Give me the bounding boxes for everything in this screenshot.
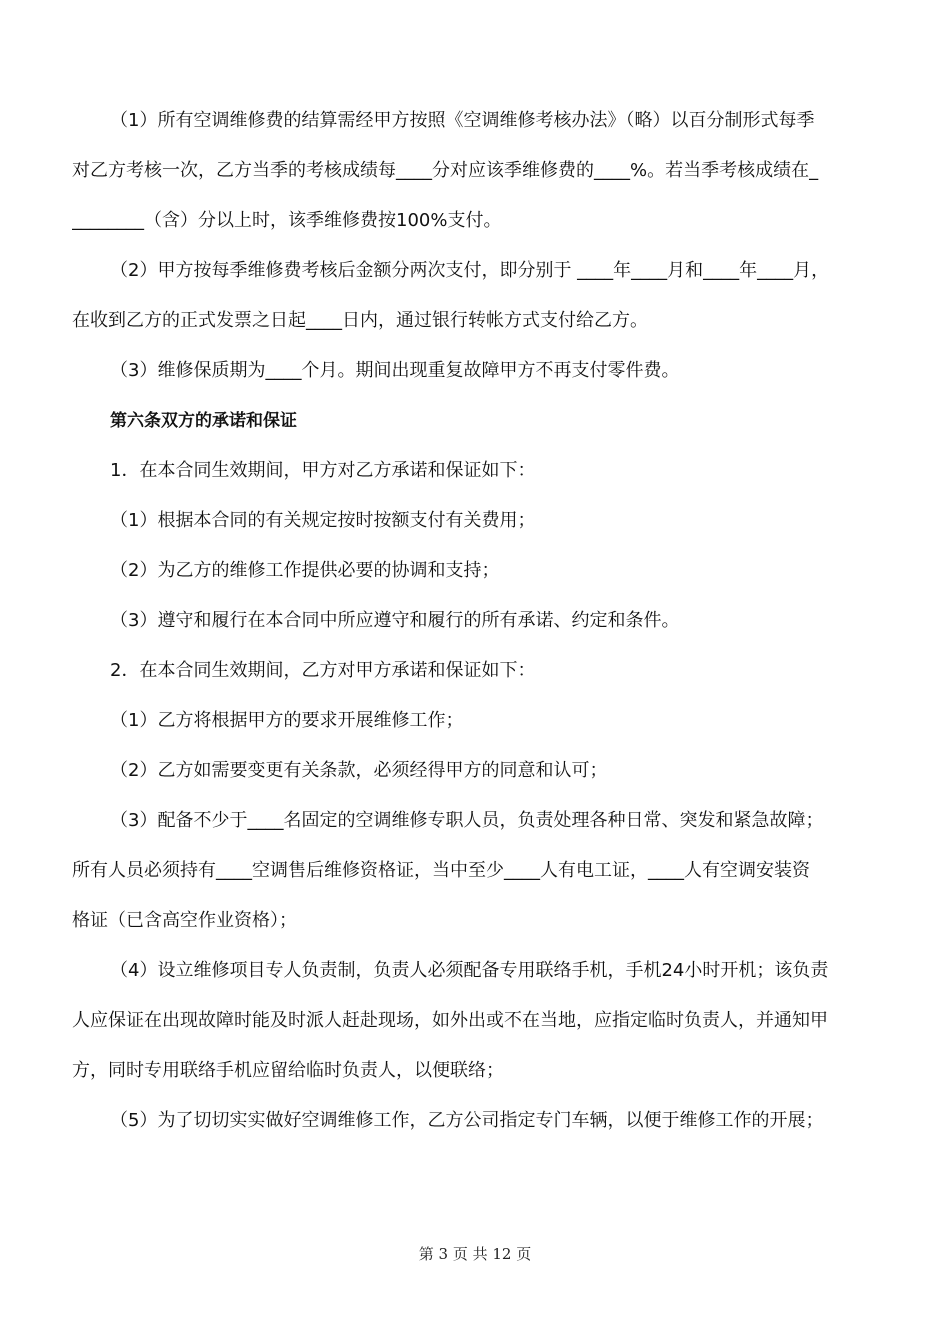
paragraph-line: 方，同时专用联络手机应留给临时负责人，以便联络； — [72, 1060, 504, 1081]
paragraph-line: （3）遵守和履行在本合同中所应遵守和履行的所有承诺、约定和条件。 — [110, 610, 680, 631]
paragraph-line: 所有人员必须持有____空调售后维修资格证，当中至少____人有电工证，____人有空调安装资 — [72, 860, 810, 881]
paragraph-line: （3）配备不少于____名固定的空调维修专职人员，负责处理各种日常、突发和紧急故障； — [110, 810, 824, 831]
paragraph-line: 格证（已含高空作业资格）； — [72, 910, 297, 931]
paragraph-line: （2）为乙方的维修工作提供必要的协调和支持； — [110, 560, 500, 581]
document-body — [72, 96, 878, 1146]
paragraph-line: （1）所有空调维修费的结算需经甲方按照《空调维修考核办法》（略）以百分制形式每季 — [110, 110, 815, 131]
paragraph-line: 对乙方考核一次，乙方当季的考核成绩每____分对应该季维修费的____%。若当季考核成绩在_ — [72, 160, 819, 181]
paragraph-line: ________（含）分以上时，该季维修费按100%支付。 — [72, 210, 502, 231]
page-number-footer: 第 3 页 共 12 页 — [418, 1245, 532, 1263]
paragraph-line: （1）乙方将根据甲方的要求开展维修工作； — [110, 710, 464, 731]
paragraph-line: （3）维修保质期为____个月。期间出现重复故障甲方不再支付零件费。 — [110, 360, 680, 381]
paragraph-line: 人应保证在出现故障时能及时派人赶赴现场，如外出或不在当地，应指定临时负责人，并通知甲 — [72, 1010, 828, 1031]
paragraph-line: 在收到乙方的正式发票之日起____日内，通过银行转帐方式支付给乙方。 — [72, 310, 648, 331]
paragraph-line: 2．在本合同生效期间，乙方对甲方承诺和保证如下： — [110, 660, 536, 681]
paragraph-line: （1）根据本合同的有关规定按时按额支付有关费用； — [110, 510, 536, 531]
section-heading: 第六条双方的承诺和保证 — [110, 411, 297, 431]
paragraph-line: （2）甲方按每季维修费考核后金额分两次支付，即分别于 ____年____月和____年____月， — [110, 260, 830, 281]
paragraph-line: 1．在本合同生效期间，甲方对乙方承诺和保证如下： — [110, 460, 536, 481]
paragraph-line: （2）乙方如需要变更有关条款，必须经得甲方的同意和认可； — [110, 760, 608, 781]
paragraph-line: （4）设立维修项目专人负责制，负责人必须配备专用联络手机，手机24小时开机；该负责 — [110, 960, 829, 981]
paragraph-line: （5）为了切切实实做好空调维修工作，乙方公司指定专门车辆，以便于维修工作的开展； — [110, 1110, 824, 1131]
